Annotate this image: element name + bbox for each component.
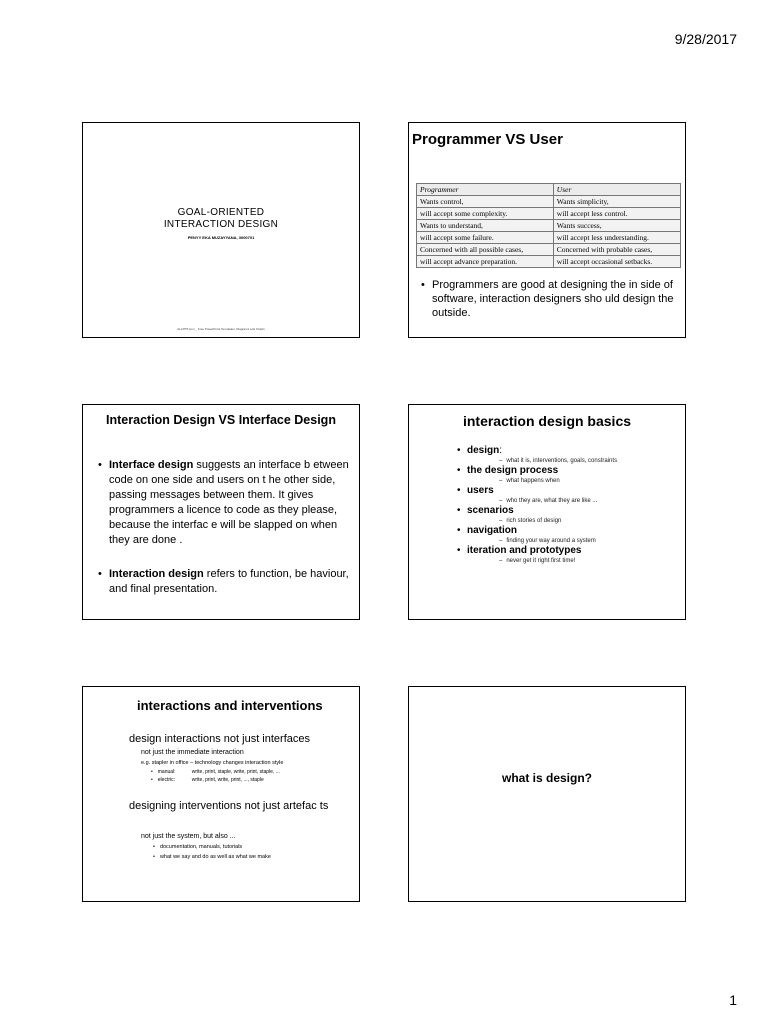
bullet-icon: • [457,545,461,556]
list-item [457,505,617,525]
table-cell: Wants success, [553,220,680,232]
table-cell: Wants simplicity, [553,196,680,208]
table-cell: will accept some complexity. [417,208,554,220]
table-cell: Concerned with probable cases, [553,244,680,256]
table-row [417,196,681,208]
slide-title-heading [83,207,359,231]
bullet-icon: • [457,505,461,516]
dash-icon: – [499,458,503,464]
slide-interaction-vs-interface [82,404,360,620]
title-line-2: INTERACTION DESIGN [163,219,279,230]
table-cell: Wants to understand, [417,220,554,232]
item-subtext: what happens when [506,478,560,484]
outline-level-2: not just the system, but also ... [141,833,236,840]
outline-level-1: designing interventions not just artefac ts [129,800,329,812]
bullet-icon: • [457,485,461,496]
slide-interactions-interventions [82,686,360,902]
outline-level-1: design interactions not just interfaces [129,733,310,745]
dash-icon: – [499,538,503,544]
slide-programmer-vs-user [408,122,686,338]
item-subtext: who they are, what they are like ... [506,498,598,504]
table-cell: will accept occasional setbacks. [553,256,680,268]
item-label: the design process [467,465,559,476]
outline-level-3 [151,777,264,783]
slide-heading: Programmer VS User [412,131,563,148]
bullet-icon: • [151,769,153,775]
table-cell: Wants control, [417,196,554,208]
bullet-term: Interface design [109,459,194,471]
item-label: iteration and prototypes [467,545,582,556]
item-subtext: finding your way around a system [506,538,596,544]
bullet-icon: • [457,525,461,536]
page-number: 1 [729,992,737,1008]
bullet-item [421,278,683,320]
bullet-icon: • [457,465,461,476]
table-cell: will accept less control. [553,208,680,220]
basics-list [457,445,617,565]
table-cell: will accept less understanding. [553,232,680,244]
table-row [417,232,681,244]
example-text: write, print, staple, write, print, staple, ... [191,769,280,775]
example-text: write, print, write, print, ..., staple [191,777,264,783]
item-label: design [467,445,500,456]
bullet-text: Programmers are good at designing the in side of software, interaction designers sho uld design the outside. [432,279,674,319]
bullet-icon: • [421,279,425,291]
table-header: Programmer [417,184,554,196]
comparison-table [416,183,681,268]
slide-footer: ALLPPT.com _ Free PowerPoint Templates, Diagrams and Charts [177,327,265,331]
slide-heading: what is design? [501,771,592,785]
bullet-icon: • [457,445,461,456]
slide-basics [408,404,686,620]
page-date: 9/28/2017 [674,31,737,47]
item-subtext: what it is, interventions, goals, constraints [506,458,618,464]
outline-level-3 [153,844,242,850]
item-subtext: never get it right first time! [506,558,576,564]
bullet-text: refers to function, be haviour, and final presentation. [109,568,349,595]
table-cell: will accept some failure. [417,232,554,244]
item-label: scenarios [467,505,514,516]
outline-level-2: e.g. stapler in office – technology changes interaction style [141,760,284,766]
bullet-icon: • [98,459,102,471]
outline-level-3 [153,854,271,860]
table-row [417,220,681,232]
item-label: navigation [467,525,518,536]
item-subtext: rich stories of design [506,518,562,524]
slide-title [82,122,360,338]
slide-what-is-design [408,686,686,902]
item-label: users [467,485,494,496]
dash-icon: – [499,518,503,524]
list-item [457,545,617,565]
table-header: User [553,184,680,196]
bullet-term: Interaction design [109,568,204,580]
bullet-icon: • [153,844,155,850]
slide-heading: interaction design basics [462,413,632,429]
bullet-icon: • [98,568,102,580]
dash-icon: – [499,558,503,564]
dash-icon: – [499,498,503,504]
bullet-icon: • [151,777,153,783]
example-label: manual: [157,769,176,775]
list-item [457,485,617,505]
example-label: electric: [157,777,175,783]
slide-heading: interactions and interventions [137,698,323,713]
item-text: what we say and do as well as what we make [159,854,271,860]
outline-level-2: not just the immediate interaction [141,749,244,756]
item-suffix: : [499,445,503,456]
bullet-icon: • [153,854,155,860]
list-item [457,465,617,485]
dash-icon: – [499,478,503,484]
table-row [417,208,681,220]
author-name: PENYY EKA MUZAYYANA, 3000701 [187,235,255,240]
bullet-item [98,567,356,597]
item-text: documentation, manuals, tutorials [159,844,243,850]
slide-heading: Interaction Design VS Interface Design [106,413,336,427]
table-row [417,244,681,256]
outline-level-3 [151,769,280,775]
table-cell: Concerned with all possible cases, [417,244,554,256]
bullet-text: suggests an interface b etween code on one side and users on t he other side, passing messages between them. It gives programmers a licence to code as they please, because the interfac e will be slapped on when they are done . [109,459,349,546]
title-line-1: GOAL-ORIENTED [177,207,265,218]
list-item [457,525,617,545]
table-cell: will accept advance preparation. [417,256,554,268]
table-row [417,256,681,268]
list-item [457,445,617,465]
bullet-item [98,458,356,548]
